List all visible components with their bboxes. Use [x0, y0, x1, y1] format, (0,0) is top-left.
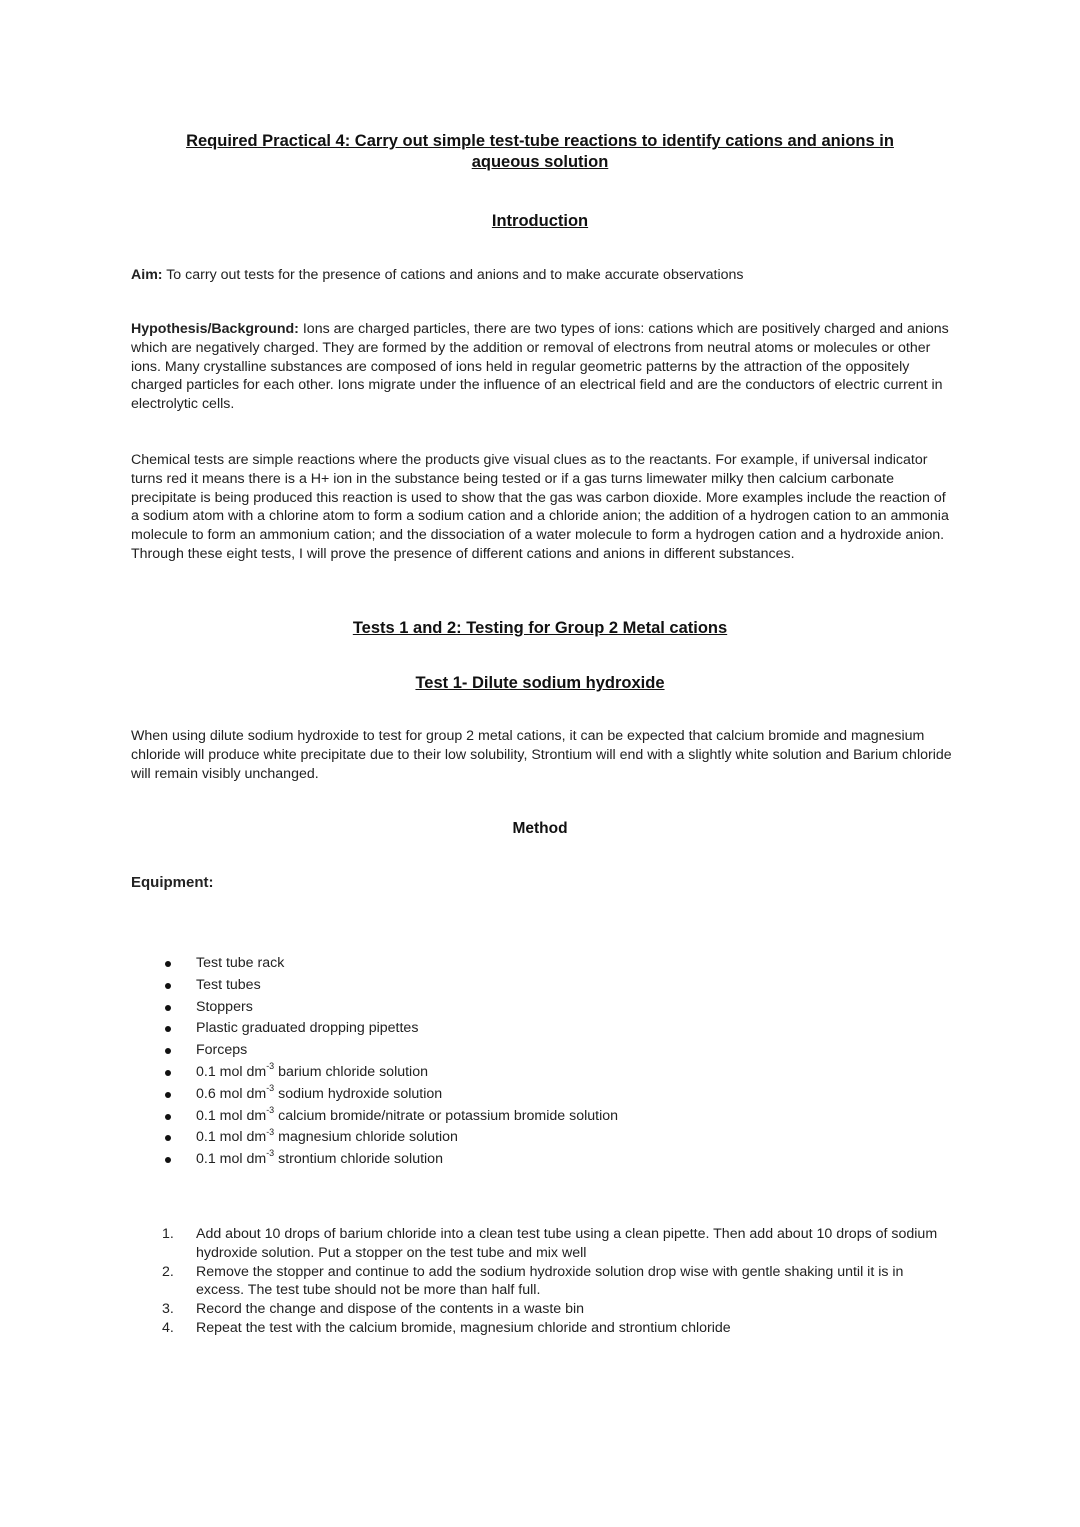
document-title-line-2: aqueous solution [471, 153, 609, 171]
aim-text: To carry out tests for the presence of cations and anions and to make accurate observations [162, 267, 744, 283]
document-title-line-1: Required Practical 4: Carry out simple test-tube reactions to identify cations and anions in [186, 132, 894, 150]
equipment-item: Test tube rack [130, 953, 618, 975]
equipment-item: 0.1 mol $dm^{-3}$ strontium chloride solution [130, 1149, 618, 1171]
tests-section-heading: Tests 1 and 2: Testing for Group 2 Metal cations [352, 619, 728, 637]
test-1-paragraph: When using dilute sodium hydroxide to test for group 2 metal cations, it can be expected that calcium bromide and magnesium chloride will produce white precipitate due to their low solubility, Strontium will end with a slightly white solution and Barium chloride will remain visibly unchanged. [131, 728, 952, 782]
method-steps-list [130, 1225, 950, 1338]
method-step [130, 1300, 950, 1319]
equipment-item: Plastic graduated dropping pipettes [130, 1018, 618, 1040]
equipment-item: Stoppers [130, 997, 618, 1019]
equipment-item: Test tubes [130, 975, 618, 997]
equipment-label: Equipment: [131, 874, 214, 891]
hypothesis-text: Ions are charged particles, there are two types of ions: cations which are positively charged and anions which are negatively charged. They are formed by the addition or removal of electrons from neutral atoms or molecules or other ions. Many crystalline substances are composed of ions held in regular geometric patterns by the attraction of the oppositely charged particles for each other. Ions migrate under the influence of an electrical field and are the conductors of electric current in electrolytic cells. [131, 321, 949, 413]
method-step [130, 1319, 950, 1338]
step-text: Remove the stopper and continue to add the sodium hydroxide solution drop wise with gentle shaking until it is in excess. The test tube should not be more than half full. [196, 1263, 904, 1299]
step-text: Add about 10 drops of barium chloride into a clean test tube using a clean pipette. Then add about 10 drops of sodium hydroxide solution. Put a stopper on the test tube and mix well [196, 1226, 938, 1261]
method-heading: Method [512, 820, 568, 837]
chemical-tests-paragraph: Chemical tests are simple reactions where the products give visual clues as to the reactants. For example, if universal indicator turns red it means there is a H+ ion in the substance being tested or if a gas turns limewater milky then calcium carbonate precipitate is being produced this reaction is used to show that the gas was carbon dioxide. More examples include the reaction of a sodium atom with a chlorine atom to form a sodium cation and a chloride anion; the addition of a hydrogen cation to an ammonia molecule to form an ammonium cation; and the dissociation of a water molecule to form a hydrogen cation and a hydroxide anion. Through these eight tests, I will prove the presence of different cations and anions in different substances. [131, 452, 949, 562]
method-step [130, 1263, 950, 1301]
equipment-item: 0.1 mol $dm^{-3}$ calcium bromide/nitrate or potassium bromide solution [130, 1106, 618, 1128]
step-number: 2. [162, 1263, 174, 1280]
equipment-item: 0.1 mol $dm^{-3}$ magnesium chloride solution [130, 1127, 618, 1149]
equipment-item: 0.1 mol $dm^{-3}$ barium chloride solution [130, 1062, 618, 1084]
equipment-item: 0.6 mol $dm^{-3}$ sodium hydroxide solution [130, 1084, 618, 1106]
test-1-heading: Test 1- Dilute sodium hydroxide [415, 674, 665, 692]
aim-label: Aim: [131, 267, 163, 283]
hypothesis-label: Hypothesis/Background: [131, 321, 299, 337]
aim-paragraph [131, 266, 953, 285]
step-text: Repeat the test with the calcium bromide, magnesium chloride and strontium chloride [196, 1319, 731, 1336]
step-number: 4. [162, 1319, 174, 1336]
method-step [130, 1225, 950, 1263]
step-number: 3. [162, 1301, 174, 1318]
introduction-heading: Introduction [491, 212, 589, 230]
step-text: Record the change and dispose of the contents in a waste bin [196, 1301, 585, 1318]
hypothesis-paragraph [131, 320, 953, 414]
equipment-item: Forceps [130, 1040, 618, 1062]
document-title [130, 131, 950, 173]
step-number: 1. [162, 1226, 174, 1242]
equipment-list [130, 953, 618, 1171]
